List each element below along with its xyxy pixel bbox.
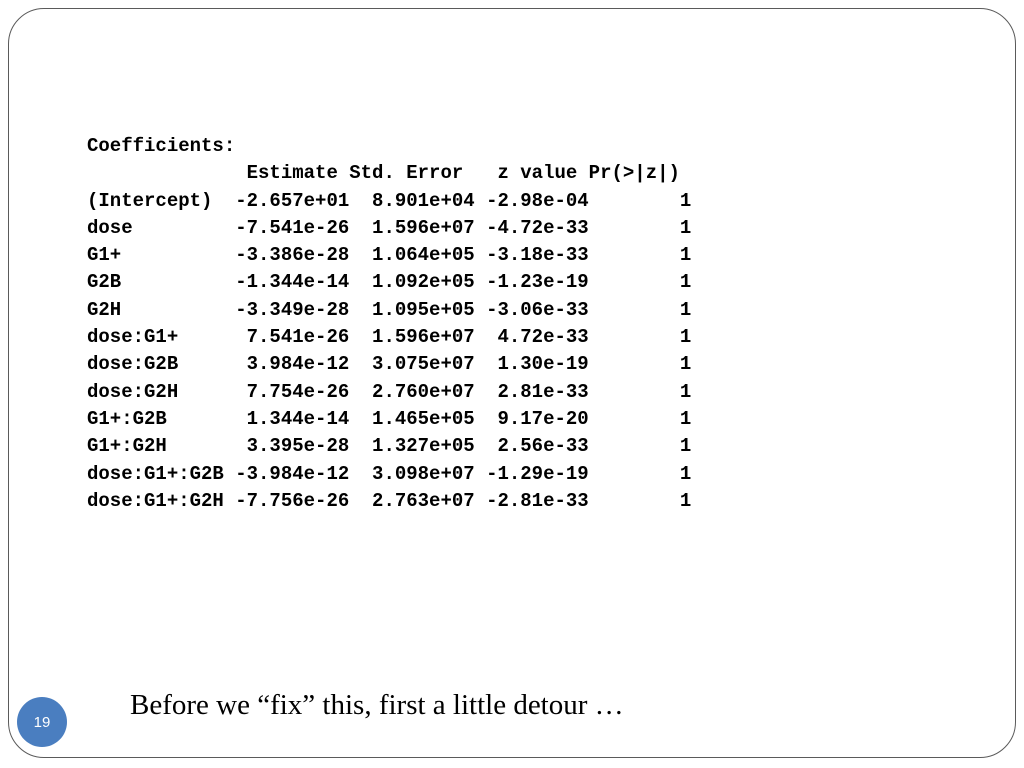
slide-caption: Before we “fix” this, first a little detour … bbox=[130, 689, 624, 721]
code-line-g1-plus: G1+ -3.386e-28 1.064e+05 -3.18e-33 1 bbox=[87, 244, 692, 267]
code-line-dose-g2h: dose:G2H 7.754e-26 2.760e+07 2.81e-33 1 bbox=[87, 380, 692, 403]
code-line-dose-g1-plus: dose:G1+ 7.541e-26 1.596e+07 4.72e-33 1 bbox=[87, 326, 692, 349]
code-line-g1-plus-g2b: G1+:G2B 1.344e-14 1.465e+05 9.17e-20 1 bbox=[87, 407, 692, 430]
code-line-dose-g2b: dose:G2B 3.984e-12 3.075e+07 1.30e-19 1 bbox=[87, 353, 692, 376]
code-line-g2h: G2H -3.349e-28 1.095e+05 -3.06e-33 1 bbox=[87, 298, 692, 321]
code-line-dose: dose -7.541e-26 1.596e+07 -4.72e-33 1 bbox=[87, 216, 692, 239]
code-line-heading: Coefficients: bbox=[87, 135, 236, 157]
code-line-g1-plus-g2h: G1+:G2H 3.395e-28 1.327e+05 2.56e-33 1 bbox=[87, 435, 692, 458]
code-line-dose-g1-plus-g2h: dose:G1+:G2H -7.756e-26 2.763e+07 -2.81e-33 1 bbox=[87, 489, 692, 512]
code-line-g2b: G2B -1.344e-14 1.092e+05 -1.23e-19 1 bbox=[87, 271, 692, 294]
code-line-intercept: (Intercept) -2.657e+01 8.901e+04 -2.98e-04 1 bbox=[87, 189, 692, 212]
slide-number-badge: 19 bbox=[17, 697, 67, 747]
code-line-column-headers: Estimate Std. Error z value Pr(>|z|) bbox=[87, 162, 680, 185]
code-line-dose-g1-plus-g2b: dose:G1+:G2B -3.984e-12 3.098e+07 -1.29e-19 1 bbox=[87, 462, 692, 485]
coefficients-output bbox=[87, 133, 691, 515]
